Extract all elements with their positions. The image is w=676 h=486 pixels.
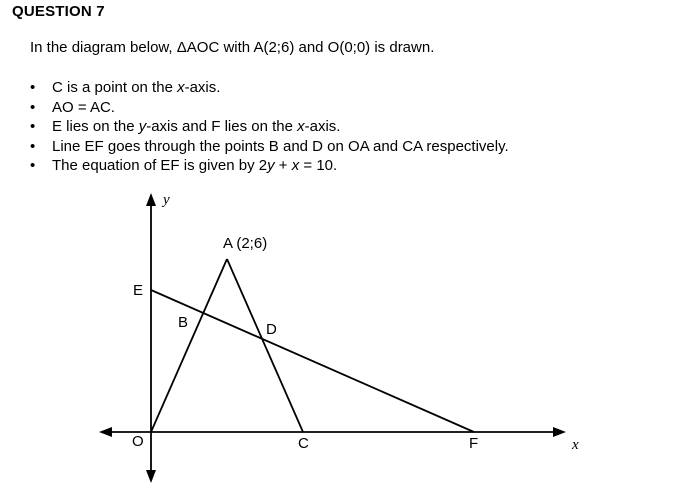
y-axis-down-arrow-icon [146, 470, 156, 483]
bullet-variable: y [267, 157, 275, 174]
bullet-text: + [274, 157, 292, 174]
bullet-text: E lies on the [52, 118, 139, 135]
segment-ac [227, 259, 303, 432]
question-intro: In the diagram below, ΔAOC with A(2;6) and O(0;0) is drawn. [30, 39, 435, 56]
point-a-label: A (2;6) [223, 235, 268, 252]
bullet-icon: • [30, 137, 36, 155]
point-e-label: E [133, 282, 144, 299]
y-axis-up-arrow-icon [146, 193, 156, 206]
bullet-text: C is a point on the [52, 79, 178, 96]
point-c-label: C [298, 435, 309, 452]
bullet-text: AO = AC. [52, 98, 115, 116]
bullet-text: -axis and F lies on the [146, 118, 298, 135]
bullet-variable: x [297, 118, 305, 135]
bullet-text: = 10. [299, 157, 338, 174]
question-heading: QUESTION 7 [12, 3, 105, 20]
y-axis-label: y [163, 192, 170, 208]
x-axis-left-arrow-icon [99, 427, 112, 437]
bullet-icon: • [30, 98, 36, 116]
x-axis-right-arrow-icon [553, 427, 566, 437]
point-d-label: D [266, 321, 277, 338]
bullet-text: The equation of EF is given by 2 [52, 157, 268, 174]
bullet-text: -axis. [184, 79, 221, 96]
bullet-text: Line EF goes through the points B and D on OA and CA respectively. [52, 137, 509, 155]
axis-arrows [99, 193, 566, 483]
point-f-label: F [469, 435, 479, 452]
diagram-lines [110, 203, 556, 474]
bullet-variable: x [177, 79, 185, 96]
bullet-icon: • [30, 118, 36, 135]
x-axis-label: x [572, 437, 579, 453]
segment-ef [151, 290, 474, 432]
bullet-variable: x [291, 157, 300, 174]
segment-oa [151, 259, 227, 432]
point-o-label: O [132, 433, 144, 450]
point-b-label: B [178, 314, 189, 331]
bullet-text: -axis. [304, 118, 341, 135]
bullet-icon: • [30, 79, 36, 96]
bullet-icon: • [30, 157, 36, 174]
bullet-variable: y [138, 118, 147, 135]
